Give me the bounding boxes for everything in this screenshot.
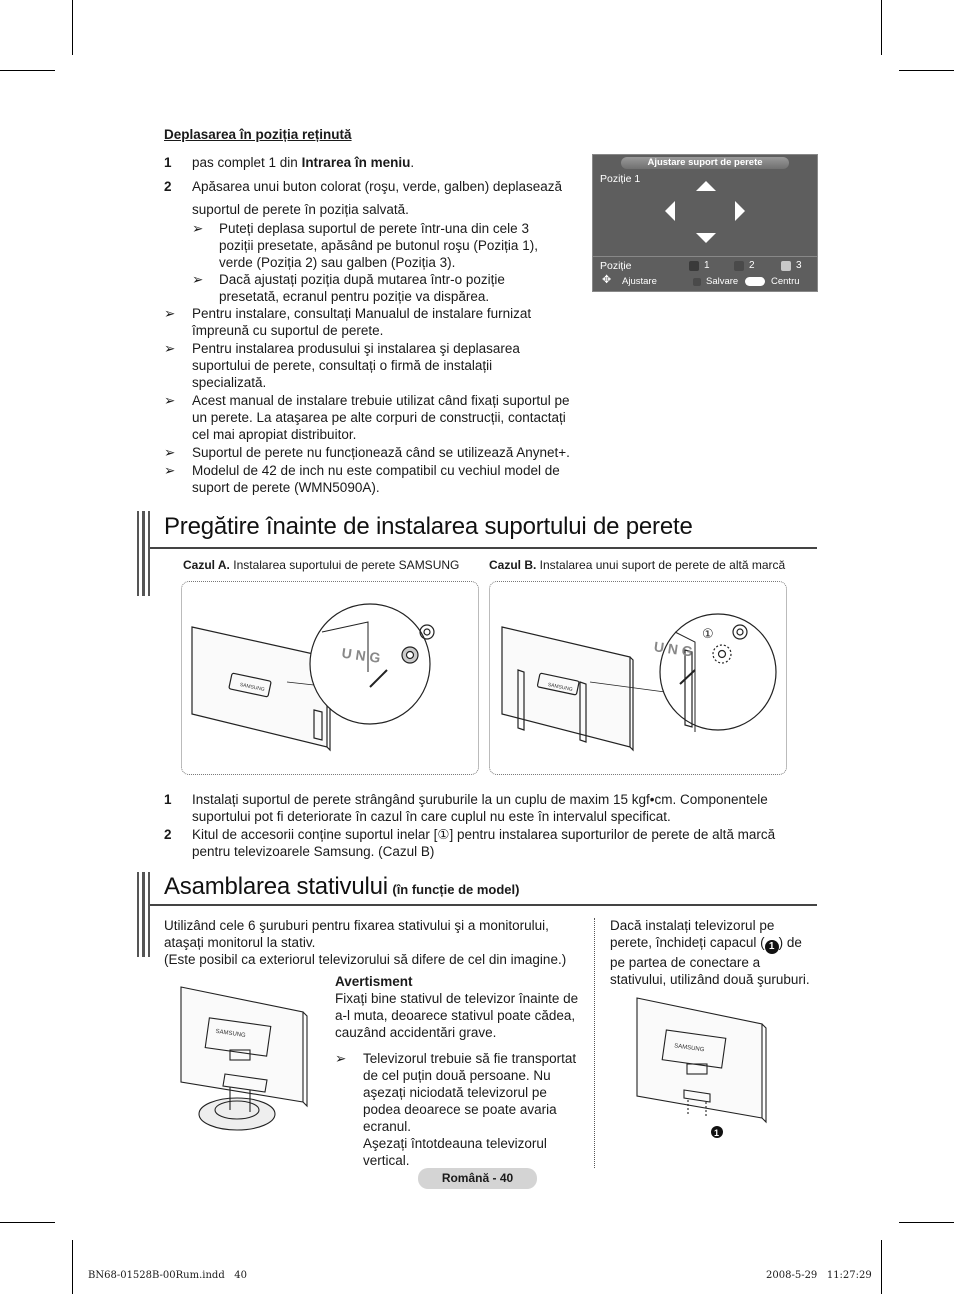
title-sub: (în funcție de model) (392, 882, 520, 897)
case-a-label (183, 558, 459, 573)
tv-wall-mount-diagram (490, 582, 786, 774)
step-number: 2 (164, 179, 172, 194)
section-title (164, 873, 519, 901)
green-button-icon[interactable] (734, 261, 744, 271)
circled-number-icon: 1 (765, 940, 779, 954)
right-arrow-icon[interactable] (735, 201, 745, 221)
case-b-illustration (489, 581, 787, 775)
step-text-bold: Intrarea în meniu (301, 155, 411, 170)
step-text: Apăsarea unui buton colorat (roşu, verde, galben) deplasează (192, 179, 562, 194)
enter-button-icon (745, 277, 765, 286)
note-text: Acest manual de instalare trebuie utilizat când fixați suportul pe un perete. La ataşarea pe alte corpuri de construcții, contactați cel mai apropiat distribuitor. (192, 393, 570, 442)
note-text: Modelul de 42 de inch nu este compatibil cu vechiul model de suport de perete (WMN5090A). (192, 463, 560, 495)
step-text: Instalați suportul de perete strângând şuruburile la un cuplu de maxim 15 kgf•cm. Componentele suportului pot fi deteriorate în cazul în care cuplul nu este în intervalul specificat. (192, 792, 768, 824)
right-text: ) de pe partea de conectare a stativului, utilizând două şuruburi. (610, 935, 810, 987)
crop-mark (0, 1222, 55, 1223)
case-a-illustration (181, 581, 479, 775)
left-arrow-icon[interactable] (665, 201, 675, 221)
down-arrow-icon[interactable] (696, 233, 716, 243)
step-number: 1 (164, 155, 172, 170)
right-text: Dacă instalați televizorul pe perete, închideți capacul ( (610, 918, 775, 950)
osd-title-bar: Ajustare suport de perete (621, 157, 789, 169)
arrow-icon: ➢ (164, 393, 176, 408)
intro-line: (Este posibil ca exteriorul televizorului să difere de cel din imagine.) (164, 952, 567, 967)
warning (335, 973, 590, 1041)
warning-text: Fixați bine stativul de televizor înainte de a-l muta, deoarece stativul poate cădea, cauzând accidentări grave. (335, 991, 579, 1040)
section-title: Pregătire înainte de instalarea suportului de perete (164, 513, 693, 540)
section-bar (137, 511, 150, 596)
note (164, 462, 574, 496)
note (164, 392, 574, 443)
tv-stand-diagram (175, 982, 325, 1142)
osd-panel (592, 154, 818, 292)
note-text: Pentru instalarea produsului şi instalarea şi deplasarea suportului de perete, consultați o firmă de instalații specializată. (192, 341, 520, 390)
step-1 (164, 791, 804, 825)
tv-wall-mount-diagram (182, 582, 478, 774)
footer-file: BN68-01528B-00Rum.indd 40 (88, 1270, 247, 1281)
note-text: Televizorul trebuie să fie transportat de cel puțin două persoane. Nu aşezați niciodată televizorul pe podea deoarece se poate avaria ecranul. (363, 1051, 577, 1134)
osd-divider (593, 256, 817, 257)
arrow-icon: ➢ (192, 221, 204, 236)
crop-mark (881, 0, 882, 55)
arrow-icon: ➢ (335, 1051, 347, 1066)
note (335, 1050, 585, 1169)
step-2 (164, 826, 804, 860)
brand-text: SAMSUNG (215, 1028, 246, 1040)
case-b-bold: Cazul B. (489, 558, 537, 572)
step-text: Kitul de accesorii conține suportul inelar [①] pentru instalarea suporturilor de perete de altă marcă pentru televizoarele Samsung. (Cazul B) (192, 827, 776, 859)
stand-illustration (175, 982, 325, 1142)
case-a-bold: Cazul A. (183, 558, 230, 572)
callout-number: 1 (714, 1128, 720, 1138)
case-a-text: Instalarea suportului de perete SAMSUNG (229, 558, 460, 572)
subnote (192, 271, 562, 305)
case-b-label (489, 558, 785, 573)
subnote-text: Puteți deplasa suportul de perete într-una din cele 3 poziții presetate, apăsând pe butonul roşu (Poziția 1), verde (Poziția 2) sau galben (Poziția 3). (219, 221, 538, 270)
tv-back-cover-diagram (632, 990, 782, 1140)
title-main: Asamblarea stativului (164, 873, 388, 900)
svg-text:U N G: U N G (652, 638, 694, 660)
crop-mark (72, 1240, 73, 1294)
crop-mark (72, 0, 73, 55)
option-label: 2 (749, 260, 755, 271)
arrow-icon: ➢ (164, 463, 176, 478)
osd-center-label: Centru (771, 276, 800, 287)
save-button-icon (693, 278, 701, 286)
section-rule (150, 547, 817, 549)
note-text: Pentru instalare, consultați Manualul de instalare furnizat împreună cu suportul de perete. (192, 306, 532, 338)
warning-title: Avertisment (335, 974, 413, 989)
crop-mark (899, 1222, 954, 1223)
brand-text: SAMSUNG (239, 681, 266, 694)
step-number: 1 (164, 792, 172, 807)
brand-text: SAMSUNG (673, 1043, 705, 1054)
move-icon: ✥ (602, 274, 612, 286)
osd-save-label: Salvare (706, 276, 739, 287)
wall-tv-illustration (632, 990, 782, 1140)
step-number: 2 (164, 827, 172, 842)
option-label: 1 (704, 260, 710, 271)
up-arrow-icon[interactable] (696, 181, 716, 191)
step-text: suportul de perete în poziția salvată. (192, 202, 409, 217)
note (164, 444, 574, 461)
intro-text (164, 917, 584, 968)
red-button-icon[interactable] (689, 261, 699, 271)
note (164, 305, 564, 339)
column-divider (594, 918, 595, 1168)
note-text: Suportul de perete nu funcționează când se utilizează Anynet+. (192, 445, 570, 460)
page-number-badge: Română - 40 (418, 1168, 537, 1189)
svg-text:U N G: U N G (340, 644, 382, 666)
arrow-icon: ➢ (164, 306, 176, 321)
section-heading: Deplasarea în poziția reținută (164, 127, 352, 142)
step-text: pas complet 1 din (192, 155, 302, 170)
brand-text: SAMSUNG (547, 681, 574, 694)
subnote-text: Dacă ajustați poziția după mutarea într-o poziție presetată, ecranul pentru poziție va dispărea. (219, 272, 505, 304)
footer-date: 2008-5-29 11:27:29 (766, 1270, 872, 1281)
arrow-icon: ➢ (164, 341, 176, 356)
arrow-icon: ➢ (164, 445, 176, 460)
intro-line: Utilizând cele 6 şuruburi pentru fixarea stativului şi a monitorului, ataşați monitorul la stativ. (164, 918, 549, 950)
crop-mark (0, 70, 55, 71)
osd-adjust-label: Ajustare (622, 276, 657, 287)
ring-mark: ① (702, 627, 714, 642)
section-bar (137, 872, 150, 957)
section-rule (150, 904, 817, 906)
yellow-button-icon[interactable] (781, 261, 791, 271)
step-text: . (410, 155, 415, 170)
subnote (192, 220, 562, 271)
arrow-icon: ➢ (192, 272, 204, 287)
right-column-text (610, 917, 820, 988)
option-label: 3 (796, 260, 802, 271)
osd-bottom-label: Poziție (600, 260, 632, 272)
crop-mark (899, 70, 954, 71)
osd-position-label: Poziție 1 (600, 173, 641, 185)
case-b-text: Instalarea unui suport de perete de altă marcă (536, 558, 786, 572)
note-text: Aşezați întotdeauna televizorul vertical. (363, 1136, 547, 1168)
crop-mark (881, 1240, 882, 1294)
note (164, 340, 564, 391)
